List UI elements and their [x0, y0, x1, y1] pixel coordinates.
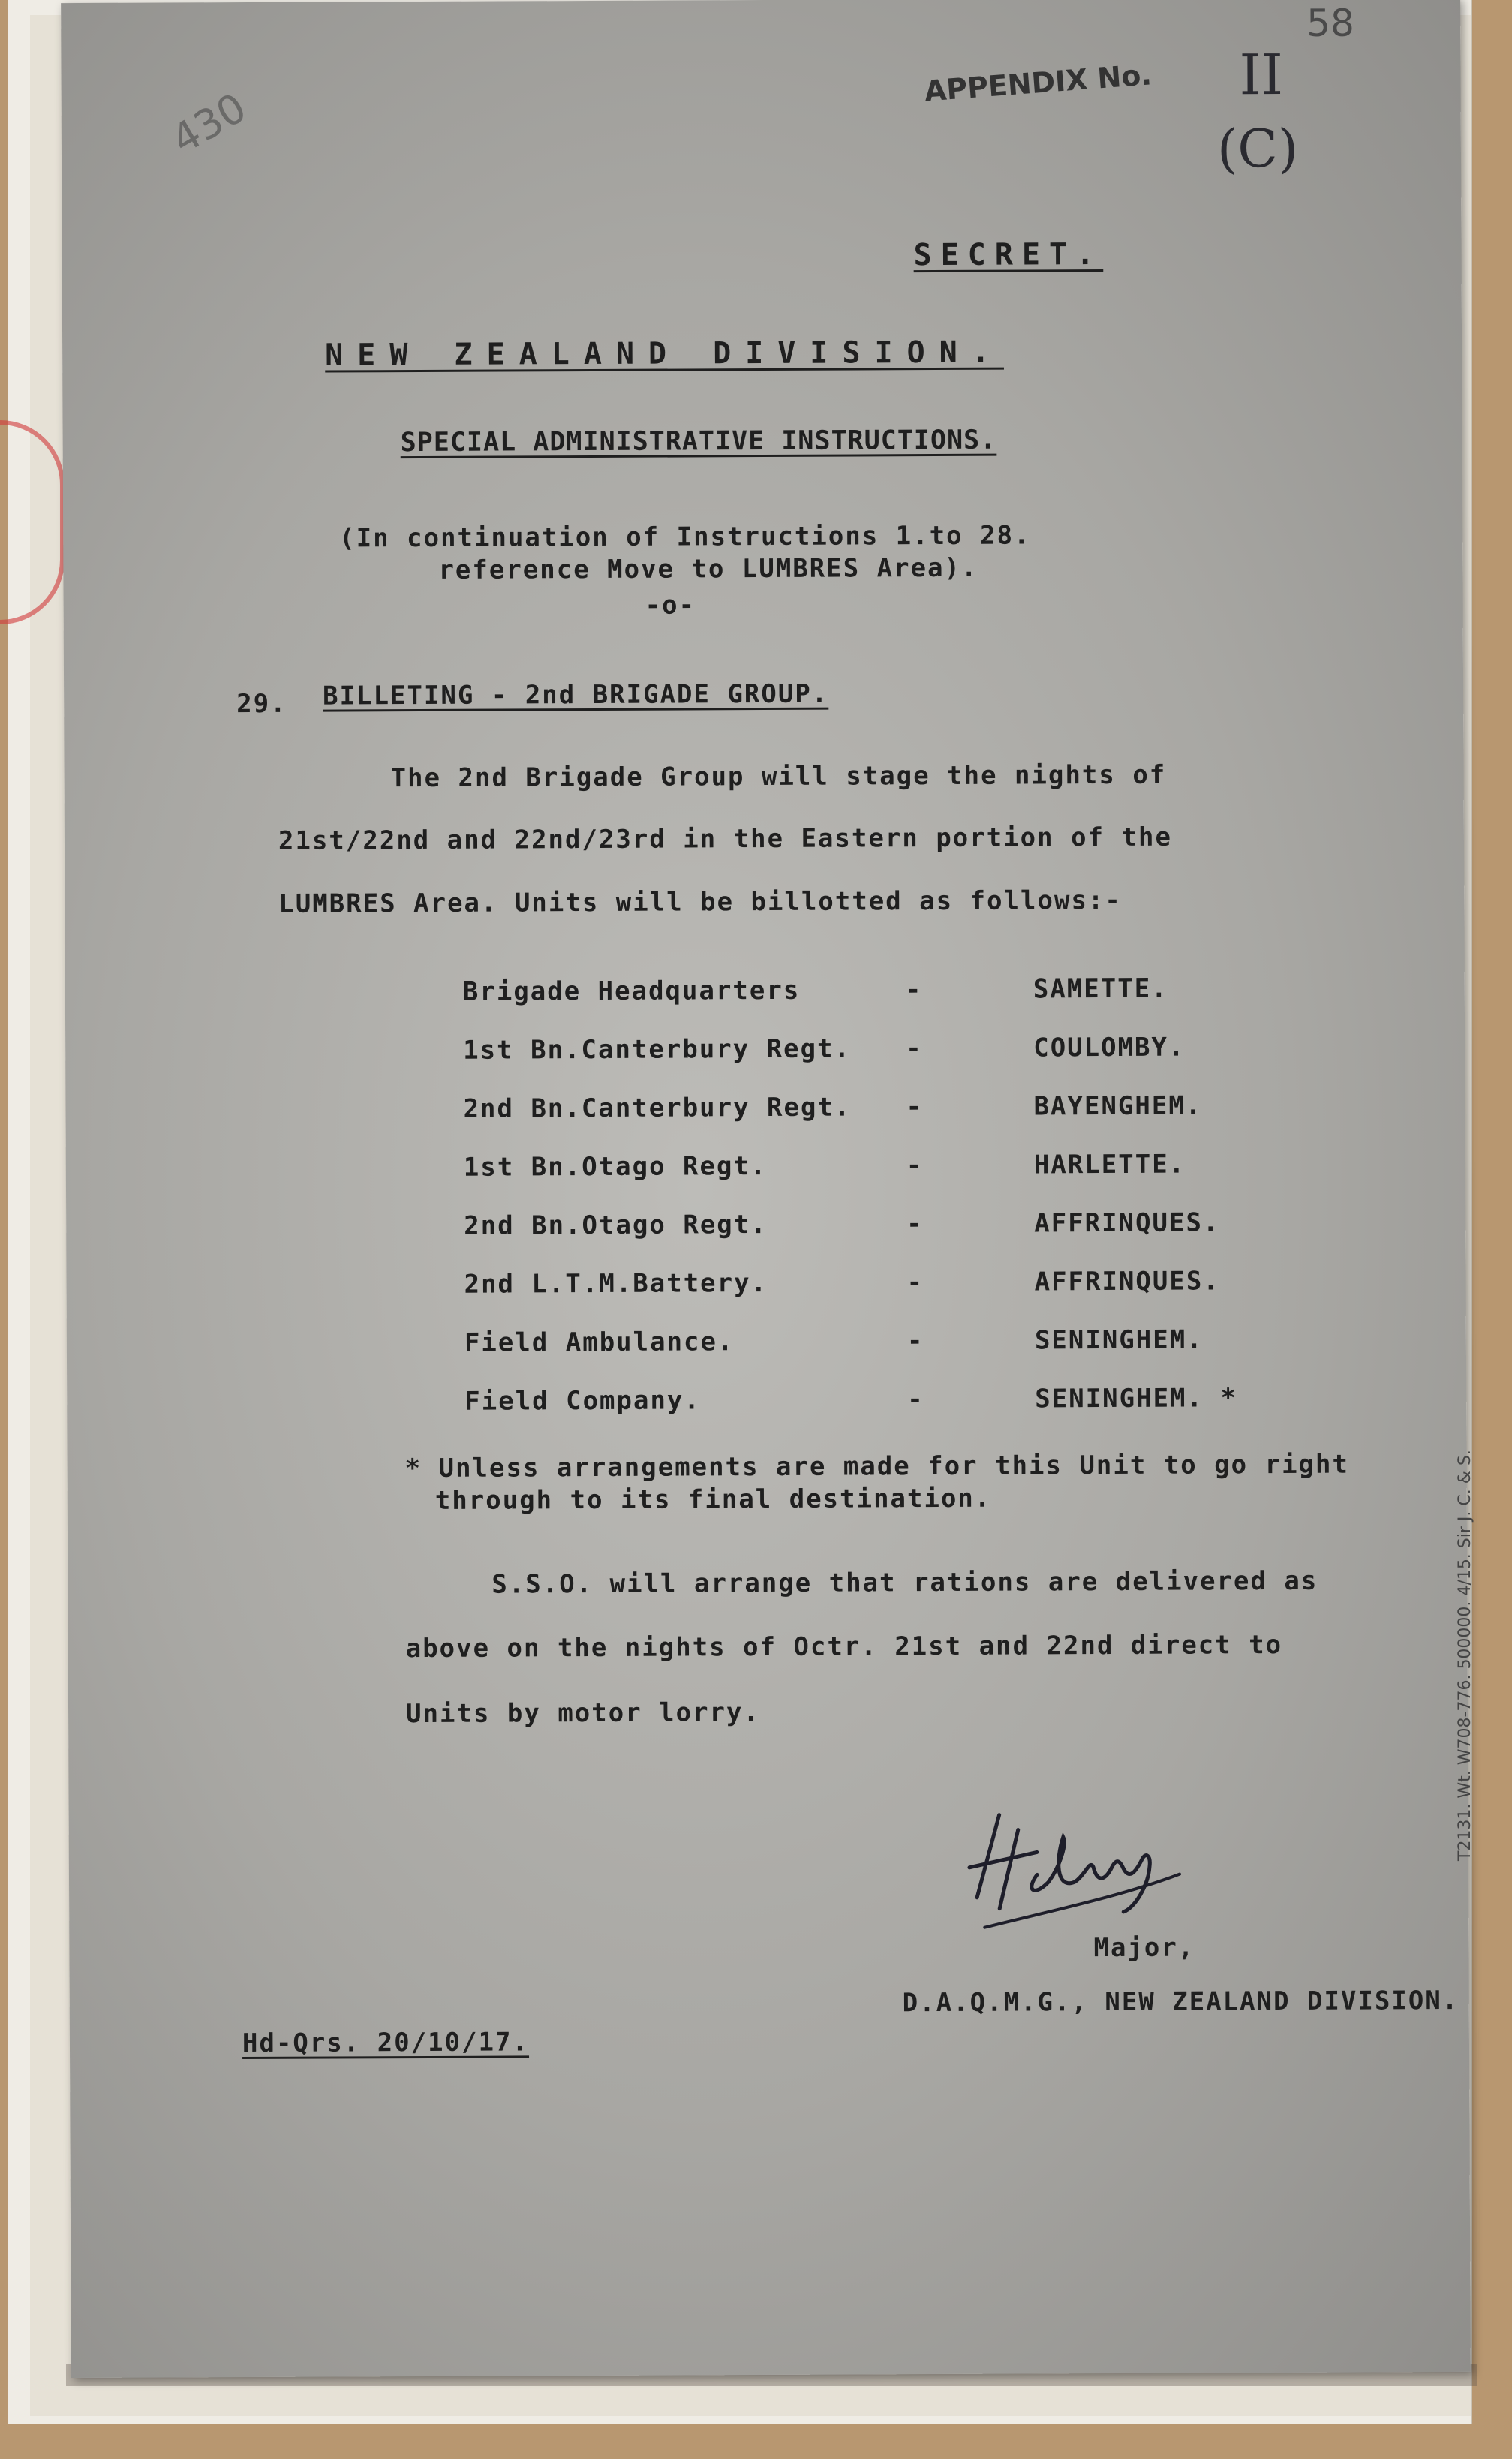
classification-heading: SECRET.	[913, 237, 1104, 273]
billet-unit: 2nd Bn.Otago Regt.	[464, 1209, 768, 1241]
billet-unit: 1st Bn.Canterbury Regt.	[463, 1033, 852, 1066]
billet-dash: -	[906, 1092, 924, 1123]
archive-number: 58	[1306, 1, 1354, 45]
billet-row	[464, 1149, 1327, 1190]
section-number: 29.	[236, 688, 287, 720]
footnote-line-1: * Unless arrangements are made for this Unit to go right	[404, 1449, 1350, 1484]
billet-place: HARLETTE.	[1033, 1149, 1186, 1180]
signature-rank: Major,	[1093, 1932, 1195, 1964]
billet-dash: -	[906, 1150, 924, 1181]
billet-dash: -	[906, 1267, 924, 1298]
appendix-sub: (C)	[1216, 117, 1299, 180]
subtitle-line-2: reference Move to LUMBRES Area).	[438, 552, 978, 585]
ration-line-2: above on the nights of Octr. 21st and 22nd direct to	[405, 1630, 1283, 1664]
billet-unit: 2nd L.T.M.Battery.	[464, 1267, 768, 1300]
billet-place: SENINGHEM. *	[1035, 1383, 1237, 1414]
ration-line-1: S.S.O. will arrange that rations are delivered as	[491, 1565, 1318, 1600]
billet-unit: Field Company.	[464, 1385, 701, 1417]
billet-dash: -	[905, 975, 923, 1006]
appendix-mark	[924, 43, 1315, 194]
footnote-line-2: through to its final destination.	[434, 1483, 992, 1516]
appendix-label: APPENDIX No.	[923, 58, 1153, 108]
billet-place: AFFRINQUES.	[1034, 1266, 1220, 1297]
billet-place: AFFRINQUES.	[1034, 1207, 1220, 1239]
billet-unit: Field Ambulance.	[464, 1327, 735, 1358]
billet-row	[463, 1032, 1326, 1073]
division-heading: NEW ZEALAND DIVISION.	[325, 335, 1004, 373]
signature-appointment: D.A.Q.M.G., NEW ZEALAND DIVISION.	[902, 1985, 1459, 2019]
intro-line-3: LUMBRES Area. Units will be billotted as follows:-	[278, 885, 1122, 919]
billet-dash: -	[906, 1033, 923, 1064]
divider: -o-	[645, 590, 696, 621]
intro-line-2: 21st/22nd and 22nd/23rd in the Eastern portion of the	[278, 822, 1172, 856]
billet-dash: -	[906, 1326, 924, 1357]
billet-dash: -	[907, 1384, 924, 1415]
billet-place: SENINGHEM.	[1034, 1324, 1204, 1356]
appendix-number: II	[1239, 42, 1284, 108]
section-heading: BILLETING - 2nd BRIGADE GROUP.	[323, 678, 829, 711]
billet-place: BAYENGHEM.	[1033, 1090, 1203, 1122]
ration-line-3: Units by motor lorry.	[405, 1697, 761, 1730]
subtitle-line-1: (In continuation of Instructions 1.to 28.	[339, 520, 1031, 554]
billet-place: COULOMBY.	[1033, 1032, 1186, 1063]
billet-row	[464, 1266, 1327, 1307]
document-title: SPECIAL ADMINISTRATIVE INSTRUCTIONS.	[400, 425, 997, 458]
handwritten-signature	[954, 1784, 1195, 1950]
billet-row	[463, 973, 1326, 1015]
billet-row	[463, 1090, 1326, 1132]
date-line: Hd-Qrs. 20/10/17.	[242, 2027, 530, 2059]
billet-unit: Brigade Headquarters	[462, 975, 801, 1007]
pencil-number: 430	[163, 83, 254, 164]
red-stamp	[0, 420, 65, 624]
document-page	[61, 0, 1471, 2378]
billet-unit: 1st Bn.Otago Regt.	[463, 1150, 768, 1183]
billet-row	[464, 1324, 1327, 1366]
billet-dash: -	[906, 1209, 924, 1240]
printer-imprint: T2131. Wt. W708-776. 500000. 4/15. Sir J. C. & S.	[1456, 1450, 1474, 1861]
billet-row	[464, 1383, 1327, 1424]
intro-line-1: The 2nd Brigade Group will stage the nights of	[390, 759, 1167, 794]
billet-unit: 2nd Bn.Canterbury Regt.	[463, 1092, 852, 1124]
billet-row	[464, 1207, 1327, 1249]
billet-place: SAMETTE.	[1033, 973, 1168, 1005]
